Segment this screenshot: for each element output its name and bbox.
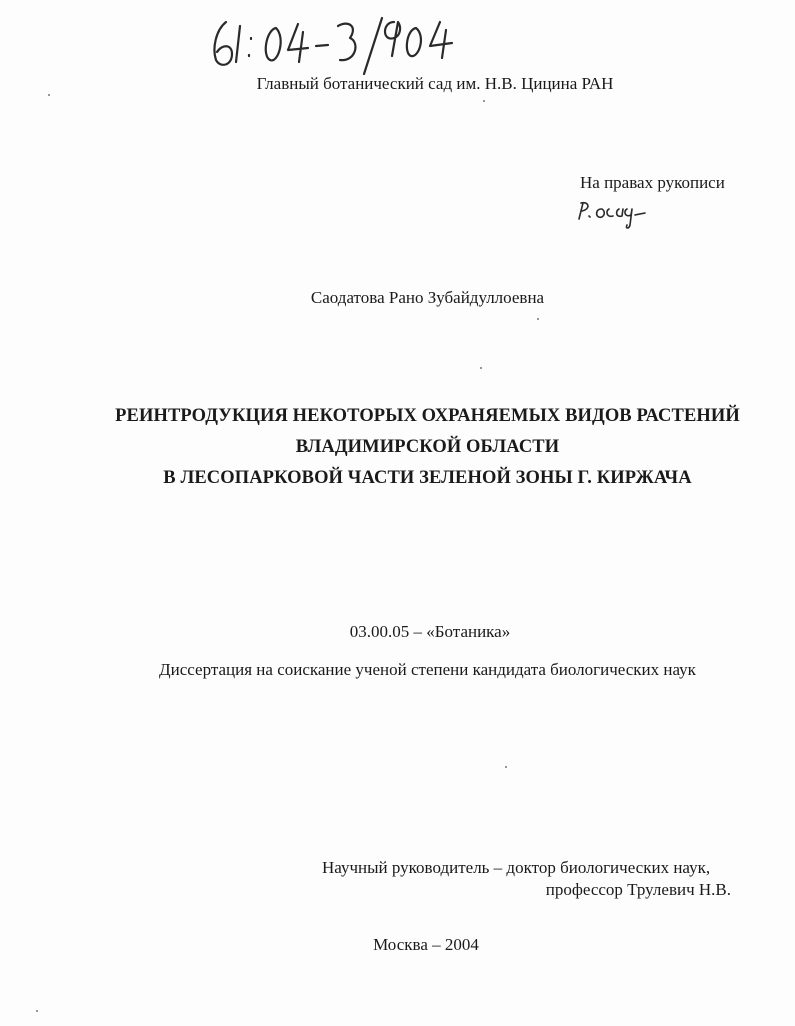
- dissertation-title: [0, 401, 795, 494]
- author-name: Саодатова Рано Зубайдуллоевна: [310, 288, 545, 307]
- scan-speck: [480, 367, 482, 369]
- supervisor-line-1: Научный руководитель – доктор биологических наук,: [322, 858, 711, 877]
- handwritten-archive-number: [206, 8, 456, 78]
- handwritten-signature: [575, 195, 665, 235]
- specialty-code: 03.00.05 – «Ботаника»: [349, 622, 511, 641]
- title-line-1: РЕИНТРОДУКЦИЯ НЕКОТОРЫХ ОХРАНЯЕМЫХ ВИДОВ РАСТЕНИЙ: [115, 406, 740, 426]
- city-year: Москва – 2004: [373, 935, 479, 954]
- scan-speck: [48, 94, 50, 96]
- title-line-2: ВЛАДИМИРСКОЙ ОБЛАСТИ: [295, 437, 560, 457]
- scan-speck: [483, 100, 485, 102]
- manuscript-rights-label: На правах рукописи: [580, 173, 725, 192]
- dissertation-type: Диссертация на соискание ученой степени кандидата биологических наук: [159, 660, 696, 679]
- supervisor-line-2: профессор Трулевич Н.В.: [545, 880, 731, 899]
- title-line-3: В ЛЕСОПАРКОВОЙ ЧАСТИ ЗЕЛЕНОЙ ЗОНЫ Г. КИРЖАЧА: [163, 468, 692, 488]
- scan-speck: [537, 318, 539, 320]
- institution-name: Главный ботанический сад им. Н.В. Цицина РАН: [256, 74, 614, 93]
- supervisor-block: [322, 857, 731, 901]
- scan-speck: [505, 766, 507, 768]
- scan-speck: [36, 1010, 38, 1012]
